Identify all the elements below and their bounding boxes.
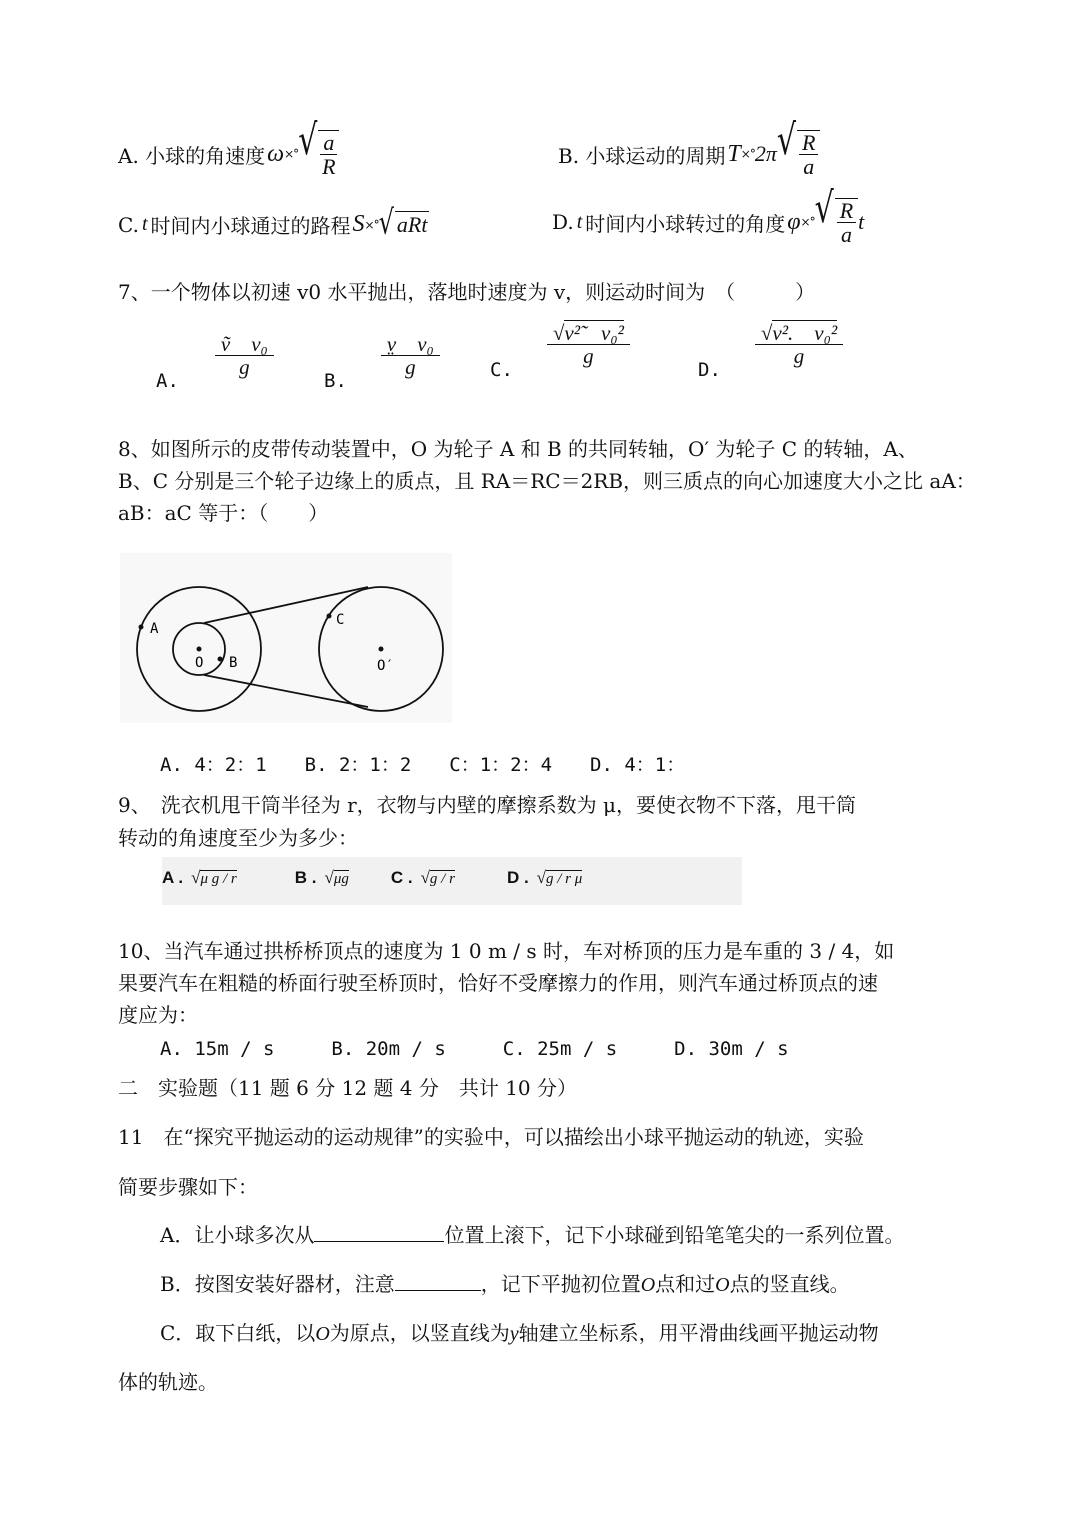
axis-o-prime-dot <box>379 647 384 652</box>
q6-option-d: D. t 时间内小球转过的角度 φ ×° √ $\frac{R}{a}$ t <box>552 184 865 248</box>
label-b: B <box>229 655 238 671</box>
q10-line2: 果要汽车在粗糙的桥面行驶至桥顶时，恰好不受摩擦力的作用，则汽车通过桥顶点的速 <box>118 971 878 995</box>
label-a: A <box>150 621 159 637</box>
q10-line3: 度应为： <box>118 1003 198 1027</box>
label-o-prime: O′ <box>377 658 394 674</box>
point-b-dot <box>218 657 223 662</box>
q6-option-b: B. 小球运动的周期 T ×° 2π √ $\frac{R}{a}$ <box>558 130 820 178</box>
q11-line2: 简要步骤如下： <box>118 1175 258 1199</box>
q9-line1: 9、 洗衣机甩干筒半径为 r，衣物与内壁的摩擦系数为 μ，要使衣物不下落，甩干筒 <box>118 793 856 817</box>
belt-bottom <box>204 675 368 707</box>
blank-a[interactable] <box>314 1221 444 1242</box>
q11-line1: 11 在“探究平抛运动的运动规律”的实验中，可以描绘出小球平抛运动的轨迹，实验 <box>118 1125 864 1149</box>
q6-option-a: A. 小球的角速度 ω ×° √ $\frac{a}{R}$ <box>118 130 339 178</box>
sqrt-a-over-r: √ $\frac{a}{R}$ <box>298 130 339 178</box>
q6-option-c: C. t 时间内小球通过的路程 S ×° √ aRt <box>118 202 428 242</box>
q11-step-c-line2: 体的轨迹。 <box>118 1370 218 1394</box>
belt-pulley-diagram <box>120 553 452 723</box>
q8-line2: B、C 分别是三个轮子边缘上的质点，且 RA＝RC＝2RB，则三质点的向心加速度大小之比 aA： <box>118 469 976 493</box>
q10-line1: 10、当汽车通过拱桥桥顶点的速度为 1 0 m / s 时，车对桥顶的压力是车重的 3 / 4，如 <box>118 939 895 963</box>
label-c: C <box>336 612 345 628</box>
q9-line2: 转动的角速度至少为多少： <box>118 826 358 850</box>
q11-step-b: B．按图安装好器材，注意 ，记下平抛初位置O点和过O点的竖直线。 <box>160 1272 850 1296</box>
q7-option-b: B. $\frac{\text{v̤ v₀}}{g}$ <box>324 333 440 392</box>
label-o: O <box>195 655 204 671</box>
section-2-heading: 二 实验题（11 题 6 分 12 题 4 分 共计 10 分） <box>118 1076 578 1100</box>
q9-options: A . √μ g / r B . √μg C . √g / r D . √g / r μ <box>162 868 583 887</box>
sqrt-art: √ aRt <box>378 202 428 242</box>
blank-b[interactable] <box>395 1270 481 1291</box>
q7-stem: 7、一个物体以初速 v0 水平抛出，落地时速度为 v，则运动时间为 （ ） <box>118 280 816 304</box>
point-c-dot <box>327 614 332 619</box>
sqrt-r-over-a-t: √ $\frac{R}{a}$ <box>815 198 859 246</box>
sqrt-r-over-a: √ $\frac{R}{a}$ <box>777 130 821 178</box>
q7-option-a: A. $\frac{\text{ṽ v₀}}{g}$ <box>156 333 274 392</box>
q8-line3: aB：aC 等于：（ ） <box>118 501 329 525</box>
q8-line1: 8、如图所示的皮带传动装置中，O 为轮子 A 和 B 的共同转轴，O′ 为轮子 C 的转轴，A、 <box>118 437 918 461</box>
q7-option-d: D. $\frac{\text{√v². v₀²}}{g}$ <box>698 322 843 381</box>
q8-options: A. 4：2：1 B. 2：1：2 C：1：2：4 D. 4：1： <box>160 754 686 776</box>
q11-step-a: A．让小球多次从 位置上滚下，记下小球碰到铅笔笔尖的一系列位置。 <box>160 1223 905 1247</box>
axis-o-dot <box>197 647 202 652</box>
q11-step-c: C．取下白纸，以O为原点，以竖直线为y轴建立坐标系，用平滑曲线画平抛运动物 <box>160 1321 879 1345</box>
q10-options: A. 15m / s B. 20m / s C. 25m / s D. 30m / s <box>160 1038 789 1060</box>
point-a-dot <box>139 625 144 630</box>
omega-symbol: ω <box>267 140 285 167</box>
q7-option-c: C. $\frac{\text{√v²̃ v₀²}}{g}$ <box>490 322 630 381</box>
